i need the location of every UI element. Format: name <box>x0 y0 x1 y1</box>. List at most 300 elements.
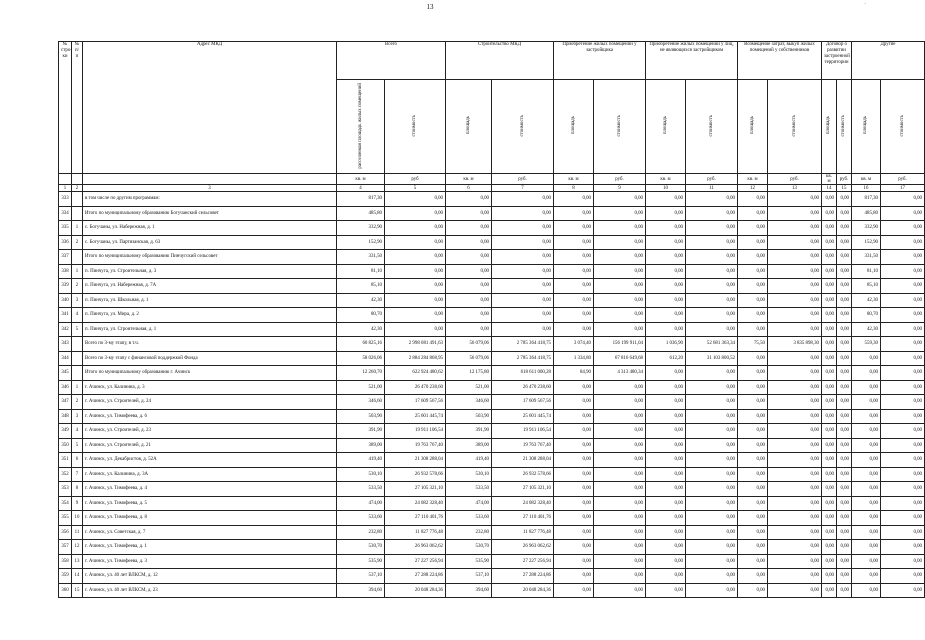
row-value: 0,00 <box>837 221 852 236</box>
row-value: 530,70 <box>446 540 492 555</box>
row-value: 0,00 <box>738 569 768 584</box>
row-value: 26 470 238,60 <box>492 380 554 395</box>
row-pp: 12 <box>72 540 83 555</box>
row-number: 347 <box>59 395 72 410</box>
row-value: 0,00 <box>554 438 594 453</box>
row-value: 0,00 <box>686 380 738 395</box>
table-row <box>59 583 925 598</box>
row-value: 0,00 <box>852 395 881 410</box>
row-value: 0,00 <box>738 351 768 366</box>
row-value: 0,00 <box>686 366 738 381</box>
row-value: 0,00 <box>852 366 881 381</box>
row-value: 0,00 <box>881 192 925 207</box>
unit-cell <box>72 174 83 185</box>
row-value: 0,00 <box>686 279 738 294</box>
row-value: 0,00 <box>738 482 768 497</box>
row-value: 391,90 <box>337 424 385 439</box>
row-value: 0,00 <box>492 250 554 265</box>
row-value: 0,00 <box>594 235 646 250</box>
row-number: 351 <box>59 453 72 468</box>
col-number: 12 <box>738 185 768 192</box>
col-number: 13 <box>768 185 822 192</box>
row-value: 26 963 062,62 <box>492 540 554 555</box>
table-row <box>59 221 925 236</box>
row-number: 345 <box>59 366 72 381</box>
row-number: 356 <box>59 525 72 540</box>
row-value: 0,00 <box>646 264 686 279</box>
row-value: 0,00 <box>768 467 822 482</box>
row-value: 17 609 567,56 <box>385 395 446 410</box>
row-value: 0,00 <box>554 308 594 323</box>
row-value: 0,00 <box>881 467 925 482</box>
row-value: 0,00 <box>686 583 738 598</box>
row-value: 0,00 <box>385 264 446 279</box>
header-purchase-developer: Приобретение жилых помещений у застройщика <box>554 42 646 80</box>
row-value: 0,00 <box>852 583 881 598</box>
row-value: 26 932 578,66 <box>385 467 446 482</box>
row-number: 344 <box>59 351 72 366</box>
row-address: г. Ачинск, ул. Тимофеева, д. 5 <box>83 496 337 511</box>
row-value: 0,00 <box>822 525 837 540</box>
row-value: 0,00 <box>686 467 738 482</box>
row-value: 0,00 <box>881 424 925 439</box>
row-value: 17 609 567,56 <box>492 395 554 410</box>
row-value: 0,00 <box>554 583 594 598</box>
row-address: п. Пинчуга, ул. Школьная, д. 1 <box>83 293 337 308</box>
row-address: г. Ачинск, ул. 40 лет ВЛКСМ, д. 12 <box>83 569 337 584</box>
row-value: 0,00 <box>822 351 837 366</box>
unit-cell: руб. <box>837 174 852 185</box>
row-value: 0,00 <box>646 569 686 584</box>
row-number: 359 <box>59 569 72 584</box>
row-value: 0,00 <box>446 250 492 265</box>
row-value: 535,90 <box>337 554 385 569</box>
row-value: 0,00 <box>768 438 822 453</box>
row-value: 0,00 <box>837 192 852 207</box>
row-value: 0,00 <box>768 351 822 366</box>
row-value: 533,60 <box>446 511 492 526</box>
row-address: г. Ачинск, ул. Калинина, д. 3А <box>83 467 337 482</box>
row-value: 0,00 <box>686 221 738 236</box>
row-value: 156 199 911,04 <box>594 337 646 352</box>
subheader-cell: стоимость <box>837 80 852 174</box>
row-value: 0,00 <box>822 221 837 236</box>
col-number: 3 <box>83 185 337 192</box>
row-number: 353 <box>59 482 72 497</box>
row-value: 0,00 <box>768 583 822 598</box>
header-row-no: № стро-ки <box>59 42 72 174</box>
row-value: 0,00 <box>446 279 492 294</box>
table-row <box>59 351 925 366</box>
col-number: 4 <box>337 185 385 192</box>
row-number: 352 <box>59 467 72 482</box>
row-value: 533,50 <box>337 482 385 497</box>
subheader-cell: стоимость <box>594 80 646 174</box>
row-value: 0,00 <box>881 250 925 265</box>
row-value: 0,00 <box>446 206 492 221</box>
row-value: 0,00 <box>768 308 822 323</box>
row-value: 0,00 <box>768 395 822 410</box>
row-number: 350 <box>59 438 72 453</box>
row-address: Всего по 3-му этапу, в т.ч. <box>83 337 337 352</box>
subheader-cell: стоимость <box>385 80 446 174</box>
subheader-cell: площадь <box>646 80 686 174</box>
row-value: 0,00 <box>837 235 852 250</box>
row-value: 0,00 <box>881 322 925 337</box>
row-value: 0,00 <box>492 206 554 221</box>
col-number: 16 <box>852 185 881 192</box>
header-other: Другие <box>852 42 925 80</box>
col-number: 7 <box>492 185 554 192</box>
col-number: 5 <box>385 185 446 192</box>
row-value: 42,30 <box>337 293 385 308</box>
row-address: с. Богучаны, ул. Партизанская, д. 63 <box>83 235 337 250</box>
row-value: 0,00 <box>686 409 738 424</box>
row-address: г. Ачинск, ул. Строителей, д. 21 <box>83 438 337 453</box>
row-value: 0,00 <box>852 467 881 482</box>
table-body <box>59 192 925 598</box>
row-value: 0,00 <box>852 540 881 555</box>
subheader-cell: стоимость <box>768 80 822 174</box>
row-value: 232,80 <box>337 525 385 540</box>
row-value: 0,00 <box>492 308 554 323</box>
col-number: 14 <box>822 185 837 192</box>
row-value: 0,00 <box>837 453 852 468</box>
row-value: 0,00 <box>594 583 646 598</box>
row-value: 0,00 <box>881 293 925 308</box>
row-value: 0,00 <box>646 235 686 250</box>
row-value: 0,00 <box>446 221 492 236</box>
header-row-units <box>59 174 925 185</box>
row-value: 0,00 <box>446 264 492 279</box>
table-row <box>59 279 925 294</box>
row-value: 0,00 <box>738 525 768 540</box>
row-value: 0,00 <box>881 264 925 279</box>
row-value: 0,00 <box>852 424 881 439</box>
row-value: 21 308 288,04 <box>492 453 554 468</box>
row-value: 0,00 <box>768 409 822 424</box>
row-address: п. Пинчуга, ул. Строительная, д. 1 <box>83 322 337 337</box>
row-value: 0,00 <box>594 424 646 439</box>
row-pp: 1 <box>72 221 83 236</box>
table-row <box>59 496 925 511</box>
row-value: 0,00 <box>822 496 837 511</box>
row-pp: 4 <box>72 424 83 439</box>
row-value: 0,00 <box>881 583 925 598</box>
unit-cell: руб. <box>594 174 646 185</box>
row-value: 0,00 <box>768 453 822 468</box>
row-address: г. Ачинск, ул. Тимофеева, д. 4 <box>83 482 337 497</box>
row-value: 0,00 <box>492 264 554 279</box>
row-value: 817,30 <box>337 192 385 207</box>
row-value: 0,00 <box>594 250 646 265</box>
row-value: 42,30 <box>852 293 881 308</box>
row-value: 0,00 <box>554 409 594 424</box>
row-value: 0,00 <box>686 540 738 555</box>
row-value: 0,00 <box>686 438 738 453</box>
row-value: 0,00 <box>738 308 768 323</box>
row-value: 0,00 <box>822 424 837 439</box>
row-value: 0,00 <box>646 453 686 468</box>
row-value: 0,00 <box>768 192 822 207</box>
row-pp: 11 <box>72 525 83 540</box>
table-row <box>59 264 925 279</box>
subheader-cell: площадь <box>852 80 881 174</box>
row-value: 535,90 <box>446 554 492 569</box>
row-value: 0,00 <box>646 467 686 482</box>
row-value: 391,90 <box>446 424 492 439</box>
row-value: 0,00 <box>646 424 686 439</box>
row-address: г. Ачинск, ул. Тимофеева, д. 1 <box>83 540 337 555</box>
row-value: 0,00 <box>881 366 925 381</box>
row-value: 0,00 <box>385 322 446 337</box>
row-value: 394,60 <box>337 583 385 598</box>
header-compensation: Возмещение затрат, выкуп жилых помещений у собственников <box>738 42 822 80</box>
row-address: Итого по муниципальному образованию г. Ачинск <box>83 366 337 381</box>
row-number: 333 <box>59 192 72 207</box>
row-value: 0,00 <box>646 250 686 265</box>
row-value: 2 785 364 418,75 <box>492 351 554 366</box>
row-value: 0,00 <box>492 322 554 337</box>
row-value: 52 681 363,34 <box>686 337 738 352</box>
row-value: 25 601 445,74 <box>385 409 446 424</box>
row-value: 530,10 <box>446 467 492 482</box>
row-value: 0,00 <box>594 511 646 526</box>
row-number: 349 <box>59 424 72 439</box>
table-row <box>59 192 925 207</box>
row-number: 348 <box>59 409 72 424</box>
subheader-cell: стоимость <box>881 80 925 174</box>
row-value: 0,00 <box>822 511 837 526</box>
col-number: 9 <box>594 185 646 192</box>
row-pp <box>72 366 83 381</box>
unit-cell: кв. м <box>738 174 768 185</box>
row-value: 85,10 <box>852 279 881 294</box>
row-value: 503,90 <box>446 409 492 424</box>
row-value: 0,00 <box>686 322 738 337</box>
row-value: 0,00 <box>686 192 738 207</box>
row-value: 0,00 <box>768 221 822 236</box>
row-value: 537,10 <box>446 569 492 584</box>
row-number: 341 <box>59 308 72 323</box>
header-construction: Строительство МКД <box>446 42 554 80</box>
row-address: п. Пинчуга, ул. Строительная, д. 3 <box>83 264 337 279</box>
row-value: 0,00 <box>686 482 738 497</box>
row-value: 0,00 <box>385 192 446 207</box>
row-value: 0,00 <box>837 395 852 410</box>
row-pp <box>72 192 83 207</box>
row-value: 0,00 <box>768 293 822 308</box>
row-number: 358 <box>59 554 72 569</box>
unit-cell <box>59 174 72 185</box>
row-value: 81,10 <box>852 264 881 279</box>
row-value: 0,00 <box>385 293 446 308</box>
row-value: 0,00 <box>738 453 768 468</box>
row-value: 0,00 <box>738 250 768 265</box>
row-value: 0,00 <box>738 293 768 308</box>
subheader-cell: площадь <box>822 80 837 174</box>
row-value: 27 227 256,94 <box>385 554 446 569</box>
row-value: 0,00 <box>646 279 686 294</box>
row-value: 0,00 <box>594 279 646 294</box>
row-value: 20 048 284,36 <box>385 583 446 598</box>
row-pp: 3 <box>72 409 83 424</box>
row-value: 0,00 <box>881 308 925 323</box>
row-value: 389,00 <box>446 438 492 453</box>
unit-cell: руб. <box>881 174 925 185</box>
row-value: 0,00 <box>837 322 852 337</box>
header-purchase-others: Приобретение жилых помещений у лиц, не являющихся застройщиком <box>646 42 738 80</box>
row-value: 27 105 321,10 <box>492 482 554 497</box>
row-value: 474,00 <box>446 496 492 511</box>
unit-cell <box>83 174 337 185</box>
header-row-top <box>59 42 925 80</box>
row-value: 817,30 <box>852 192 881 207</box>
row-value: 1 036,90 <box>646 337 686 352</box>
row-value: 0,00 <box>881 235 925 250</box>
row-value: 19 911 106,54 <box>385 424 446 439</box>
row-value: 0,00 <box>852 496 881 511</box>
row-value: 0,00 <box>554 221 594 236</box>
row-value: 521,00 <box>446 380 492 395</box>
row-value: 0,00 <box>881 438 925 453</box>
row-value: 85,10 <box>337 279 385 294</box>
row-value: 27 227 256,94 <box>492 554 554 569</box>
row-pp: 2 <box>72 279 83 294</box>
row-address: г. Ачинск, ул. Калинина, д. 3 <box>83 380 337 395</box>
row-value: 0,00 <box>554 250 594 265</box>
row-value: 0,00 <box>822 235 837 250</box>
row-value: 12 175,80 <box>446 366 492 381</box>
row-value: 0,00 <box>837 467 852 482</box>
row-value: 0,00 <box>738 322 768 337</box>
row-value: 0,00 <box>594 438 646 453</box>
row-address: г. Ачинск, ул. 40 лет ВЛКСМ, д. 23 <box>83 583 337 598</box>
row-value: 0,00 <box>686 569 738 584</box>
row-number: 339 <box>59 279 72 294</box>
table-row <box>59 308 925 323</box>
row-value: 80,70 <box>337 308 385 323</box>
row-value: 618 611 000,28 <box>492 366 554 381</box>
row-value: 19 763 767,40 <box>492 438 554 453</box>
row-address: Итого по муниципальному образованию Богучанский сельсовет <box>83 206 337 221</box>
row-value: 0,00 <box>822 554 837 569</box>
row-pp: 8 <box>72 482 83 497</box>
row-value: 0,00 <box>852 380 881 395</box>
row-value: 0,00 <box>686 395 738 410</box>
row-value: 0,00 <box>738 540 768 555</box>
row-value: 0,00 <box>881 511 925 526</box>
row-value: 0,00 <box>852 409 881 424</box>
row-value: 0,00 <box>385 308 446 323</box>
row-value: 0,00 <box>822 482 837 497</box>
row-value: 0,00 <box>738 424 768 439</box>
table-row <box>59 467 925 482</box>
row-value: 0,00 <box>881 351 925 366</box>
row-value: 0,00 <box>686 511 738 526</box>
row-value: 0,00 <box>852 569 881 584</box>
row-pp: 1 <box>72 380 83 395</box>
table-row <box>59 366 925 381</box>
row-value: 0,00 <box>646 206 686 221</box>
row-value: 0,00 <box>738 264 768 279</box>
row-number: 337 <box>59 250 72 265</box>
row-value: 27 105 321,10 <box>385 482 446 497</box>
row-number: 336 <box>59 235 72 250</box>
row-value: 0,00 <box>594 467 646 482</box>
row-value: 0,00 <box>594 293 646 308</box>
subheader-cell: площадь <box>738 80 768 174</box>
row-value: 0,00 <box>822 438 837 453</box>
row-value: 485,80 <box>852 206 881 221</box>
row-value: 0,00 <box>738 554 768 569</box>
table-row <box>59 424 925 439</box>
unit-cell: кв. м <box>446 174 492 185</box>
row-address: г. Ачинск, ул. Тимофеева, д. 8 <box>83 511 337 526</box>
row-value: 84,90 <box>554 366 594 381</box>
row-value: 0,00 <box>594 554 646 569</box>
row-value: 67 816 649,68 <box>594 351 646 366</box>
row-value: 0,00 <box>554 496 594 511</box>
row-value: 530,70 <box>337 540 385 555</box>
row-value: 559,30 <box>852 337 881 352</box>
row-address: г. Ачинск, ул. Тимофеева, д. 6 <box>83 409 337 424</box>
row-value: 0,00 <box>646 540 686 555</box>
row-number: 335 <box>59 221 72 236</box>
row-value: 0,00 <box>594 496 646 511</box>
row-value: 0,00 <box>686 453 738 468</box>
row-value: 0,00 <box>686 293 738 308</box>
row-value: 0,00 <box>768 569 822 584</box>
row-value: 0,00 <box>646 192 686 207</box>
row-value: 0,00 <box>881 380 925 395</box>
row-value: 58 026,06 <box>337 351 385 366</box>
row-value: 0,00 <box>881 453 925 468</box>
row-number: 338 <box>59 264 72 279</box>
row-value: 27 110 401,76 <box>492 511 554 526</box>
row-value: 0,00 <box>852 482 881 497</box>
row-number: 342 <box>59 322 72 337</box>
row-value: 0,00 <box>768 279 822 294</box>
row-value: 0,00 <box>837 279 852 294</box>
col-number: 11 <box>686 185 738 192</box>
col-number: 17 <box>881 185 925 192</box>
row-value: 0,00 <box>385 235 446 250</box>
row-value: 622 924 480,62 <box>385 366 446 381</box>
row-value: 0,00 <box>852 453 881 468</box>
row-value: 0,00 <box>822 264 837 279</box>
row-value: 31 103 800,52 <box>686 351 738 366</box>
row-value: 0,00 <box>822 250 837 265</box>
row-value: 152,90 <box>337 235 385 250</box>
table-row <box>59 554 925 569</box>
row-value: 0,00 <box>646 511 686 526</box>
subheader-cell: стоимость <box>686 80 738 174</box>
row-value: 0,00 <box>837 308 852 323</box>
row-value: 0,00 <box>768 322 822 337</box>
row-value: 0,00 <box>837 511 852 526</box>
row-value: 346,60 <box>446 395 492 410</box>
row-value: 0,00 <box>554 235 594 250</box>
page-number: 13 <box>426 3 434 11</box>
row-address: г. Ачинск, ул. Тимофеева, д. 3 <box>83 554 337 569</box>
row-value: 0,00 <box>738 366 768 381</box>
row-value: 25 601 445,74 <box>492 409 554 424</box>
row-value: 0,00 <box>686 554 738 569</box>
header-pp: № п/п <box>72 42 83 174</box>
row-value: 42,30 <box>852 322 881 337</box>
row-value: 0,00 <box>852 525 881 540</box>
